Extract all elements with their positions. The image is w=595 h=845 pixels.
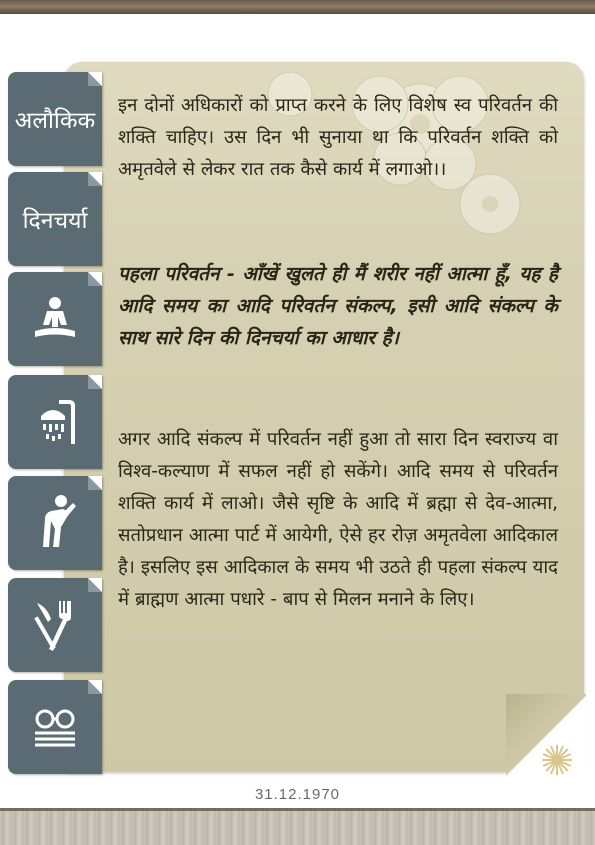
fork-knife-icon (29, 597, 81, 653)
tab-alaukik[interactable] (8, 72, 102, 166)
paragraph-details: अगर आदि संकल्प में परिवर्तन नहीं हुआ तो सारा दिन स्वराज्य वा विश्व-कल्याण में सफल नहीं हो सकेंगे। आदि समय से परिवर्तन शक्ति कार्य में लाओ। जैसे सृष्टि के आदि में ब्रह्मा से देव-आत्मा, सतोप्रधान आत्मा पार्ट में आयेगी, ऐसे हर रोज़ अमृतवेला आदिकाल है। इसलिए इस आदिकाल के समय भी उठते ही पहला संकल्प याद में ब्राह्मण आत्मा पधारे - बाप से मिलन मनाने के लिए। (118, 429, 558, 610)
chakra-icon (541, 744, 573, 776)
paragraph-intro: इन दोनों अधिकारों को प्राप्त करने के लिए विशेष स्व परिवर्तन की शक्ति चाहिए। उस दिन भी सुनाया था कि परिवर्तन शक्ति को अमृतवेले से लेकर रात तक कैसे कार्य में लगाओ।। (118, 95, 558, 180)
shower-icon (29, 396, 81, 448)
wood-frame-top (0, 0, 595, 14)
tab-meditation[interactable] (8, 272, 102, 366)
exercise-icon (29, 493, 81, 553)
tab-alaukik-label: अलौकिक (14, 108, 96, 134)
tab-dincharya-label: दिनचर्या (22, 208, 88, 234)
tab-exercise[interactable] (8, 476, 102, 570)
wood-floor-bottom (0, 808, 595, 845)
glasses-book-icon (29, 705, 81, 749)
tab-shower[interactable] (8, 375, 102, 469)
tab-food[interactable] (8, 578, 102, 672)
tab-study[interactable] (8, 680, 102, 774)
paragraph-first-change: पहला परिवर्तन - आँखें खुलते ही मैं शरीर नहीं आत्मा हूँ, यह है आदि समय का आदि परिवर्तन संकल्प, इसी आदि संकल्प के साथ सारे दिन की दिनचर्या का आधार है। (118, 263, 558, 349)
meditation-icon (29, 293, 81, 345)
tab-dincharya[interactable] (8, 172, 102, 266)
date-label: 31.12.1970 (254, 786, 341, 803)
